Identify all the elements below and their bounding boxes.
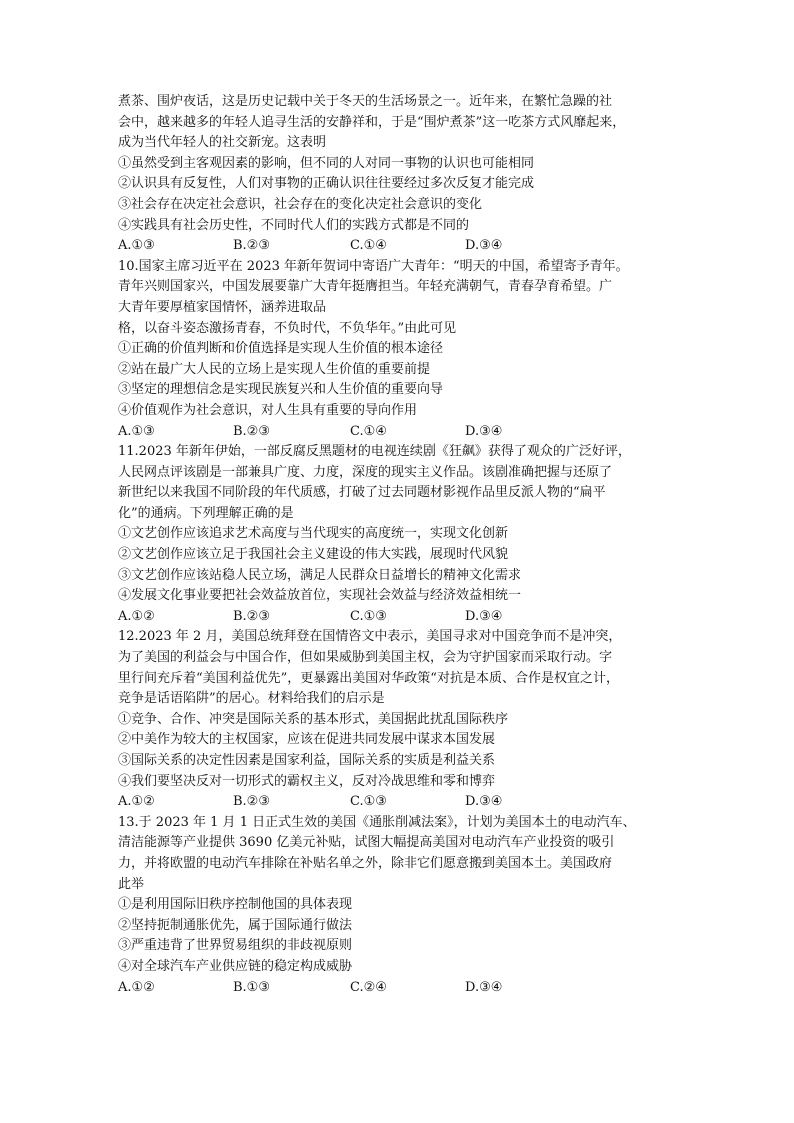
- option-a: A.①②: [118, 979, 155, 995]
- answer-options: [118, 607, 692, 628]
- question-9: [118, 92, 692, 257]
- statement-item: ③社会存在决定社会意识，社会存在的变化决定社会意识的变化: [118, 196, 483, 212]
- option-c: C.①③: [350, 794, 387, 810]
- statement-item: ③国际关系的决定性因素是国家利益，国际关系的实质是利益关系: [118, 753, 496, 768]
- question-stem-line: 青年兴则国家兴，中国发展要靠广大青年挺膺担当。年轻充满朝气，青春孕育希望。广: [118, 279, 613, 295]
- option-a: A.①③: [118, 423, 155, 439]
- question-10: [118, 257, 692, 442]
- option-d: D.③④: [465, 794, 503, 810]
- statement-item: ②中美作为较大的主权国家，应该在促进共同发展中谋求本国发展: [118, 732, 496, 748]
- option-d: D.③④: [465, 608, 503, 624]
- statement-item: ③文艺创作应该站稳人民立场，满足人民群众日益增长的精神文化需求: [118, 567, 522, 583]
- option-d: D.③④: [465, 238, 503, 254]
- answer-options: [118, 422, 692, 443]
- question-stem-line: 此举: [118, 876, 145, 892]
- question-11: [118, 442, 692, 627]
- question-stem-line: 清洁能源等产业提供 3690 亿美元补贴，试图大幅提高美国对电动汽车产业投资的吸引: [118, 835, 615, 851]
- statement-item: ④发展文化事业要把社会效益放首位，实现社会效益与经济效益相统一: [118, 588, 522, 604]
- option-b: B.②③: [233, 238, 270, 254]
- statement-item: ④实践具有社会历史性，不同时代人们的实践方式都是不同的: [118, 217, 470, 233]
- option-c: C.①④: [350, 423, 387, 439]
- statement-item: ②认识具有反复性，人们对事物的正确认识往往要经过多次反复才能完成: [118, 176, 535, 192]
- question-stem-line: 新世纪以来我国不同阶段的年代质感，打破了过去同题材影视作品里反派人物的“扁平: [118, 485, 606, 501]
- statement-item: ①文艺创作应该追求艺术高度与当代现实的高度统一，实现文化创新: [118, 526, 509, 542]
- option-d: D.③④: [465, 979, 503, 995]
- question-stem-line: 11.2023 年新年伊始，一部反腐反黑题材的电视连续剧《狂飙》获得了观众的广泛好评，: [118, 444, 631, 460]
- question-stem-line: 12.2023 年 2 月，美国总统拜登在国情咨文中表示，美国寻求对中国竞争而不是冲突，: [118, 629, 622, 645]
- question-stem-line: 成为当代年轻人的社交新宠。这表明: [118, 135, 327, 151]
- question-stem-line: 人民网点评该剧是一部兼具广度、力度，深度的现实主义作品。该剧准确把握与还原了: [118, 464, 613, 480]
- statement-item: ②站在最广大人民的立场上是实现人生价值的重要前提: [118, 361, 431, 377]
- statement-item: ④对全球汽车产业供应链的稳定构成威胁: [118, 958, 353, 974]
- option-c: C.①③: [350, 608, 387, 624]
- statement-item: ①是利用国际旧秩序控制他国的具体表现: [118, 897, 353, 913]
- question-stem-line: 会中，越来越多的年轻人追寻生活的安静祥和，于是“围炉煮茶”这一吃茶方式风靡起来，: [118, 114, 626, 130]
- answer-options: [118, 236, 692, 257]
- statement-item: ④价值观作为社会意识，对人生具有重要的导向作用: [118, 402, 418, 418]
- option-a: A.①②: [118, 794, 155, 810]
- option-c: C.②④: [350, 979, 387, 995]
- question-stem-line: 13.于 2023 年 1 月 1 日正式生效的美国《通胀削减法案》，计划为美国本土的电动汽车、: [118, 814, 636, 830]
- statement-item: ①竞争、合作、冲突是国际关系的基本形式，美国据此扰乱国际秩序: [118, 711, 509, 727]
- statement-item: ②文艺创作应该立足于我国社会主义建设的伟大实践，展现时代风貌: [118, 547, 509, 563]
- statement-item: ②坚持扼制通胀优先，属于国际通行做法: [118, 917, 353, 933]
- question-stem-line: 煮茶、围炉夜话，这是历史记载中关于冬天的生活场景之一。近年来，在繁忙急躁的社: [118, 94, 613, 109]
- question-12: [118, 627, 692, 812]
- question-stem-line: 化”的通病。下列理解正确的是: [118, 505, 294, 521]
- answer-options: [118, 792, 692, 813]
- option-b: B.②③: [233, 794, 270, 810]
- question-stem-line: 里行间充斥着“美国利益优先”，更暴露出美国对华政策“对抗是本质、合作是权宜之计，: [118, 670, 619, 686]
- question-stem-line: 竞争是话语陷阱”的居心。材料给我们的启示是: [118, 691, 385, 707]
- statement-item: ④我们要坚决反对一切形式的霸权主义，反对冷战思维和零和博弈: [118, 773, 496, 789]
- question-stem-line: 为了美国的利益会与中国合作，但如果威胁到美国主权，会为守护国家而采取行动。字: [118, 650, 613, 666]
- option-a: A.①②: [118, 608, 155, 624]
- exam-page: [118, 92, 692, 998]
- statement-item: ①虽然受到主客观因素的影响，但不同的人对同一事物的认识也可能相同: [118, 155, 535, 171]
- question-stem-line: 10.国家主席习近平在 2023 年新年贺词中寄语广大青年：“明天的中国，希望寄予青年。: [118, 258, 629, 274]
- option-a: A.①③: [118, 238, 155, 254]
- statement-item: ①正确的价值判断和价值选择是实现人生价值的根本途径: [118, 341, 444, 357]
- option-c: C.①④: [350, 238, 387, 254]
- question-13: [118, 813, 692, 998]
- question-stem-line: 格，以奋斗姿态激扬青春，不负时代，不负华年。”由此可见: [118, 320, 457, 336]
- statement-item: ③严重违背了世界贸易组织的非歧视原则: [118, 938, 353, 954]
- option-b: B.①③: [233, 979, 270, 995]
- statement-item: ③坚定的理想信念是实现民族复兴和人生价值的重要向导: [118, 382, 444, 398]
- question-stem-line: 力，并将欧盟的电动汽车排除在补贴名单之外，除非它们愿意搬到美国本土。美国政府: [118, 855, 613, 871]
- option-b: B.②③: [233, 423, 270, 439]
- answer-options: [118, 978, 692, 999]
- question-stem-line: 大青年要厚植家国情怀，涵养进取品: [118, 299, 327, 315]
- option-b: B.②③: [233, 608, 270, 624]
- option-d: D.③④: [465, 423, 503, 439]
